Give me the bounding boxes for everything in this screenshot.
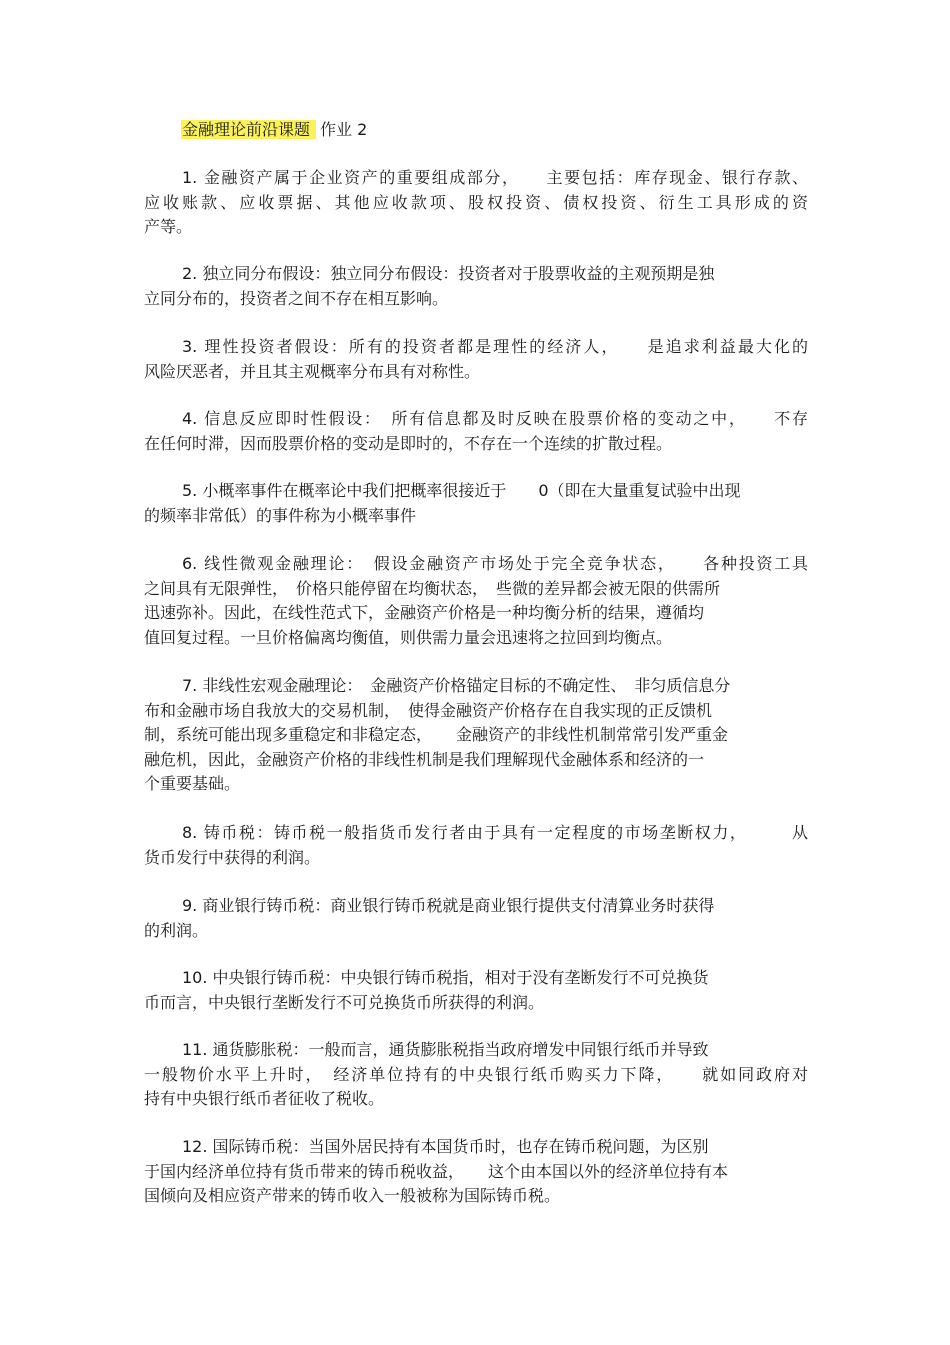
paragraph-10 bbox=[144, 966, 808, 1015]
paragraph-12 bbox=[144, 1135, 808, 1209]
paragraph-line: 10. 中央银行铸币税：中央银行铸币税指，相对于没有垄断发行不可兑换货 bbox=[182, 968, 709, 987]
paragraph-line: 应收账款、应收票据、其他应收款项、股权投资、债权投资、衍生工具形成的资 bbox=[144, 192, 808, 212]
paragraph-line: 11. 通货膨胀税：一般而言，通货膨胀税指当政府增发中同银行纸币并导致 bbox=[182, 1040, 709, 1059]
paragraph-line: 产等。 bbox=[144, 217, 193, 236]
paragraph-line: 一般物价水平上升时， 经济单位持有的中央银行纸币购买力下降， 就如同政府对 bbox=[144, 1064, 808, 1084]
paragraph-line: 2. 独立同分布假设：独立同分布假设：投资者对于股票收益的主观预期是独 bbox=[182, 264, 715, 283]
paragraph-line: 个重要基础。 bbox=[144, 774, 241, 793]
paragraph-line: 于国内经济单位持有货币带来的铸币税收益， 这个由本国以外的经济单位持有本 bbox=[144, 1161, 729, 1181]
paragraph-4 bbox=[144, 407, 808, 456]
paragraph-line: 立同分布的，投资者之间不存在相互影响。 bbox=[144, 288, 449, 308]
paragraph-line: 国倾向及相应资产带来的铸币收入一般被称为国际铸币税。 bbox=[144, 1186, 561, 1205]
paragraph-3 bbox=[144, 335, 808, 384]
paragraph-line: 5. 小概率事件在概率论中我们把概率很接近于 0（即在大量重复试验中出现 bbox=[182, 481, 741, 500]
paragraph-7 bbox=[144, 674, 808, 797]
paragraph-8 bbox=[144, 821, 808, 870]
paragraph-line: 币而言，中央银行垄断发行不可兑换货币所获得的利润。 bbox=[144, 992, 545, 1012]
paragraph-line: 风险厌恶者，并且其主观概率分布具有对称性。 bbox=[144, 361, 481, 381]
paragraph-line: 制，系统可能出现多重稳定和非稳定态， 金融资产的非线性机制常常引发严重金 bbox=[144, 725, 729, 744]
paragraph-line: 迅速弥补。因此，在线性范式下，金融资产价格是一种均衡分析的结果，遵循均 bbox=[144, 603, 705, 622]
paragraph-line: 12. 国际铸币税：当国外居民持有本国货币时，也存在铸币税问题，为区别 bbox=[182, 1137, 709, 1156]
paragraph-line: 值回复过程。一旦价格偏离均衡值，则供需力量会迅速将之拉回到均衡点。 bbox=[144, 627, 673, 647]
paragraph-line: 7. 非线性宏观金融理论： 金融资产价格锚定目标的不确定性、 非匀质信息分 bbox=[182, 676, 731, 695]
paragraph-11 bbox=[144, 1038, 808, 1112]
paragraph-line: 的利润。 bbox=[144, 920, 209, 940]
paragraph-line: 布和金融市场自我放大的交易机制， 使得金融资产价格存在自我实现的正反馈机 bbox=[144, 700, 713, 720]
paragraph-1 bbox=[144, 166, 808, 240]
paragraph-2 bbox=[144, 262, 808, 311]
paragraph-line: 的频率非常低）的事件称为小概率事件 bbox=[144, 505, 417, 525]
paragraph-line: 4. 信息反应即时性假设： 所有信息都及时反映在股票价格的变动之中， 不存 bbox=[182, 409, 808, 428]
paragraph-line: 9. 商业银行铸币税：商业银行铸币税就是商业银行提供支付清算业务时获得 bbox=[182, 896, 715, 915]
paragraph-line: 之间具有无限弹性， 价格只能停留在均衡状态， 些微的差异都会被无限的供需所 bbox=[144, 578, 721, 598]
highlighted-title: 金融理论前沿课题 bbox=[181, 120, 316, 139]
paragraph-6 bbox=[144, 552, 808, 650]
paragraph-line: 3. 理性投资者假设：所有的投资者都是理性的经济人， 是追求利益最大化的 bbox=[182, 337, 808, 356]
paragraph-line: 融危机，因此，金融资产价格的非线性机制是我们理解现代金融体系和经济的一 bbox=[144, 749, 705, 769]
paragraph-5 bbox=[144, 479, 808, 528]
paragraph-line: 6. 线性微观金融理论： 假设金融资产市场处于完全竞争状态， 各种投资工具 bbox=[182, 554, 808, 573]
paragraph-line: 1. 金融资产属于企业资产的重要组成部分， 主要包括：库存现金、银行存款、 bbox=[182, 168, 808, 187]
paragraph-line: 8. 铸币税：铸币税一般指货币发行者由于具有一定程度的市场垄断权力， 从 bbox=[182, 823, 808, 842]
paragraph-line: 持有中央银行纸币者征收了税收。 bbox=[144, 1089, 385, 1108]
title-suffix: 作业 2 bbox=[320, 120, 368, 139]
paragraph-line: 货币发行中获得的利润。 bbox=[144, 847, 321, 867]
paragraph-line: 在任何时滞，因而股票价格的变动是即时的，不存在一个连续的扩散过程。 bbox=[144, 433, 673, 453]
paragraph-9 bbox=[144, 894, 808, 943]
document-title bbox=[181, 118, 367, 142]
